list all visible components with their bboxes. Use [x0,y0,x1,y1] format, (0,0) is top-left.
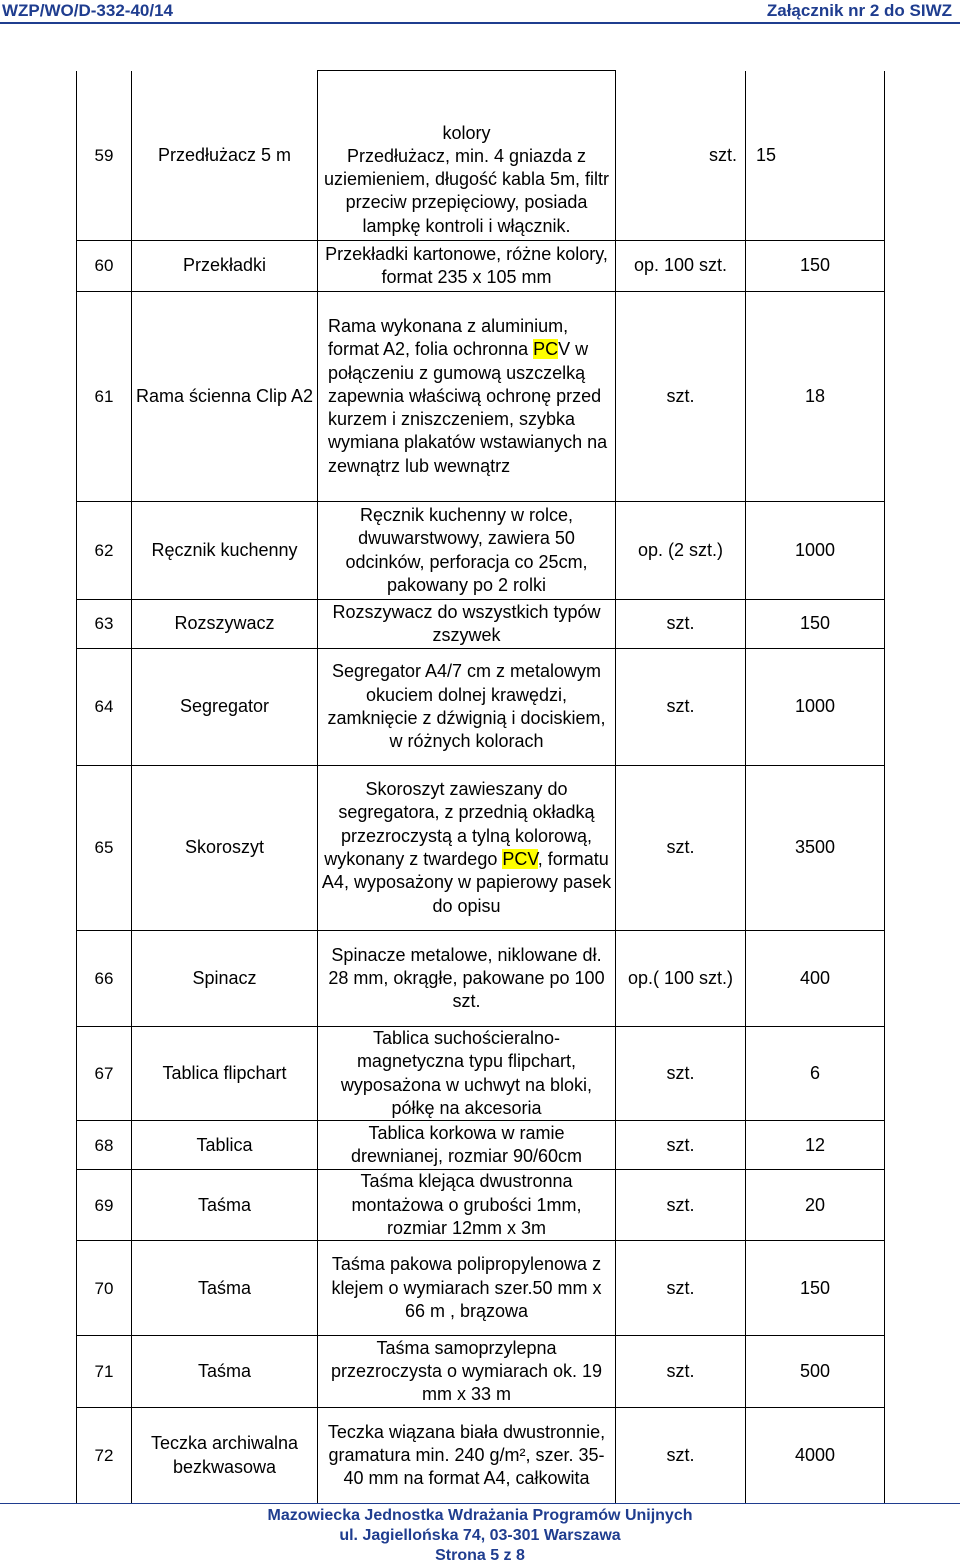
item-unit: szt. [616,71,746,241]
item-quantity: 400 [746,931,885,1027]
item-unit: szt. [616,1121,746,1170]
page-footer [0,1502,960,1566]
item-number: 70 [77,1241,132,1336]
item-description [318,600,616,649]
item-unit: szt. [616,1408,746,1504]
item-name: Segregator [132,649,318,766]
table-row [77,649,885,766]
table-row [77,241,885,292]
description-text: Rozszywacz do wszystkich typów zszywek [332,601,601,645]
table-row [77,71,885,241]
description-text: Rama wykonana z aluminium, format A2, folia ochronna [328,315,569,360]
table-row [77,292,885,502]
table-row [77,1408,885,1504]
item-quantity: 3500 [746,766,885,931]
item-unit: szt. [616,1170,746,1241]
item-quantity: 150 [746,241,885,292]
table-row [77,1027,885,1121]
item-unit: op.( 100 szt.) [616,931,746,1027]
description-text: Taśma klejąca dwustronna montażowa o grubości 1mm, rozmiar 12mm x 3m [351,1171,582,1238]
footer-organization: Mazowiecka Jednostka Wdrażania Programów Unijnych [267,1507,693,1524]
item-quantity: 6 [746,1027,885,1121]
item-quantity: 1000 [746,649,885,766]
description-text: Tablica suchościeralno-magnetyczna typu flipchart, wyposażona w uchwyt na bloki, półkę na akcesoria [340,1028,593,1118]
item-name: Rama ścienna Clip A2 [132,292,318,502]
item-name: Taśma [132,1170,318,1241]
description-text: Tablica korkowa w ramie drewnianej, rozmiar 90/60cm [350,1122,583,1167]
item-description [318,1027,616,1121]
item-number: 59 [77,71,132,241]
header-rule [0,22,960,24]
attachment-label: Załącznik nr 2 do SIWZ [766,1,952,20]
footer-address: ul. Jagiellońska 74, 03-301 Warszawa [339,1527,621,1544]
item-number: 65 [77,766,132,931]
item-name: Ręcznik kuchenny [132,502,318,600]
item-quantity: 18 [746,292,885,502]
item-description [318,931,616,1027]
description-text: Segregator A4/7 cm z metalowym okuciem dolnej krawędzi, zamknięcie z dźwignią i dociskiem, w różnych kolorach [327,661,606,752]
items-table [76,70,885,1504]
highlighted-text: PC [533,339,559,360]
item-description [318,502,616,600]
item-number: 69 [77,1170,132,1241]
table-row [77,1121,885,1170]
item-unit: op. 100 szt. [616,241,746,292]
item-quantity: 150 [746,600,885,649]
table-row [77,600,885,649]
table-row [77,1170,885,1241]
item-quantity: 1000 [746,502,885,600]
item-name: Rozszywacz [132,600,318,649]
description-text: Spinacze metalowe, niklowane dł. 28 mm, okrągłe, pakowane po 100 szt. [328,944,605,1012]
item-unit: szt. [616,766,746,931]
item-quantity: 15 [746,71,885,241]
item-description [318,292,616,502]
item-number: 71 [77,1336,132,1408]
item-description [318,649,616,766]
description-text: Taśma samoprzylepna przezroczysta o wymiarach ok. 19 mm x 33 m [330,1337,603,1405]
item-name: Skoroszyt [132,766,318,931]
item-name: Taśma [132,1336,318,1408]
item-quantity: 150 [746,1241,885,1336]
item-name: Taśma [132,1241,318,1336]
item-description [318,241,616,292]
document-reference: WZP/WO/D-332-40/14 [2,1,173,20]
description-text: kolory Przedłużacz, min. 4 gniazda z uziemieniem, długość kabla 5m, filtr przeciw przepięciowy, posiada lampkę kontroli i włącznik. [323,122,610,236]
item-unit: szt. [616,649,746,766]
item-number: 62 [77,502,132,600]
item-number: 63 [77,600,132,649]
item-unit: szt. [616,600,746,649]
item-name: Przedłużacz 5 m [132,71,318,241]
table-row [77,1336,885,1408]
item-name: Teczka archiwalna bezkwasowa [132,1408,318,1504]
item-number: 64 [77,649,132,766]
item-description [318,1170,616,1241]
description-text: Teczka wiązana biała dwustronnie, gramatura min. 240 g/m², szer. 35-40 mm na format A4, całkowita [327,1421,606,1489]
item-name: Spinacz [132,931,318,1027]
table-row [77,766,885,931]
table-row [77,502,885,600]
item-number: 66 [77,931,132,1027]
item-unit: op. (2 szt.) [616,502,746,600]
item-number: 61 [77,292,132,502]
item-description [318,1408,616,1504]
item-number: 67 [77,1027,132,1121]
item-name: Tablica flipchart [132,1027,318,1121]
description-text: , formatu A4, wyposażony w papierowy pasek do opisu [321,849,612,916]
item-number: 60 [77,241,132,292]
page-header [0,0,960,24]
item-description [318,71,616,241]
description-text: Ręcznik kuchenny w rolce, dwuwarstwowy, zawiera 50 odcinków, perforacja co 25cm, pakowany po 2 rolki [345,504,588,595]
page-number: Strona 5 z 8 [435,1547,525,1564]
item-name: Przekładki [132,241,318,292]
item-description [318,1121,616,1170]
item-number: 72 [77,1408,132,1504]
table-row [77,1241,885,1336]
item-description [318,1336,616,1408]
item-description [318,766,616,931]
item-quantity: 500 [746,1336,885,1408]
item-unit: szt. [616,1027,746,1121]
item-unit: szt. [616,292,746,502]
item-name: Tablica [132,1121,318,1170]
table-row [77,931,885,1027]
description-text: Skoroszyt zawieszany do segregatora, z przednią okładką przezroczystą a tylną kolorową, wykonany z twardego [324,779,595,869]
item-number: 68 [77,1121,132,1170]
description-text: Przekładki kartonowe, różne kolory, format 235 x 105 mm [325,243,608,287]
item-unit: szt. [616,1241,746,1336]
highlighted-text: PCV [502,849,538,869]
item-quantity: 20 [746,1170,885,1241]
description-text: Taśma pakowa polipropylenowa z klejem o wymiarach szer.50 mm x 66 m , brązowa [331,1254,602,1321]
item-quantity: 12 [746,1121,885,1170]
item-description [318,1241,616,1336]
item-unit: szt. [616,1336,746,1408]
item-quantity: 4000 [746,1408,885,1504]
description-text: V w połączeniu z gumową uszczelką zapewnia właściwą ochronę przed kurzem i zniszczeniem, szybka wymiana plakatów wstawianych na zewnątrz lub wewnątrz [328,339,608,476]
